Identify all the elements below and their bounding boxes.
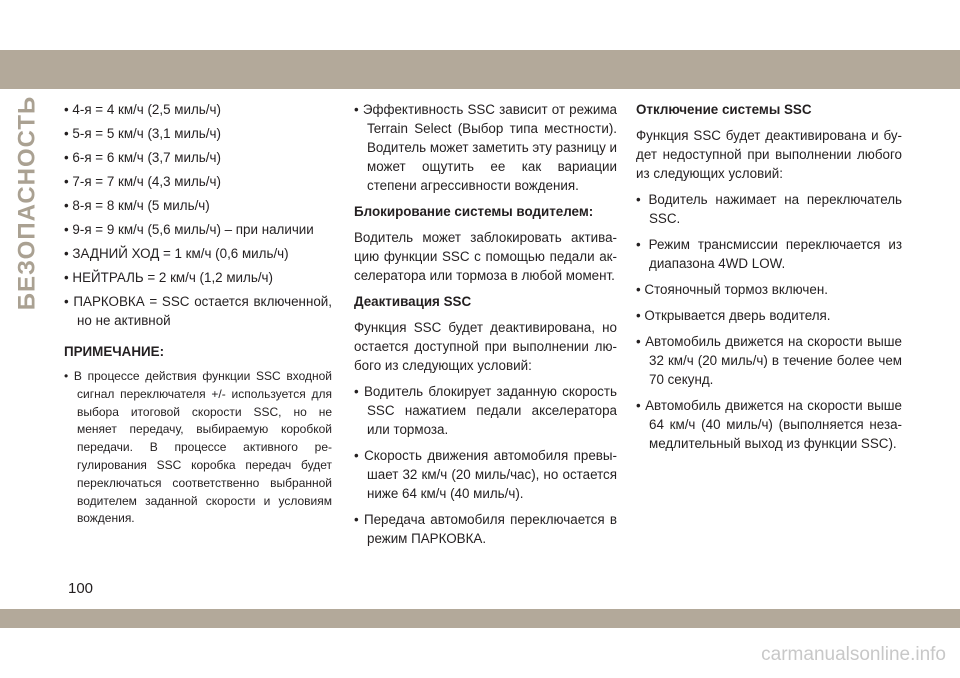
list-item: • Передача автомобиля переключается в режим ПАРКОВКА. [354,512,617,546]
section-title: БЕЗОПАСНОСТЬ [13,95,41,310]
list-item: • Стояночный тормоз включен. [636,282,828,297]
header-band [0,50,960,89]
list-item: • Открывается дверь водителя. [636,308,831,323]
list-item: • 5-я = 5 км/ч (3,1 миль/ч) [64,126,221,141]
page-number: 100 [68,580,94,597]
list-item: • 9-я = 9 км/ч (5,6 миль/ч) – при наличии [64,222,314,237]
blocking-text: Водитель может заблокировать активацию функции SSC с помощью педали акселератора или тормоза в любой момент. [354,230,617,283]
list-item: • ЗАДНИЙ ХОД = 1 км/ч (0,6 миль/ч) [64,246,289,261]
section-tab [6,95,48,310]
deactivation-heading: Деактивация SSC [354,294,472,309]
column-right [636,100,902,460]
deactivation-text: Функция SSC будет деактивирована, но остается доступной при выполнении любого из следующих условий: [354,320,617,373]
watermark: carmanualsonline.info [761,644,946,665]
disable-heading: Отключение системы SSC [636,102,812,117]
list-item: • Водитель блокирует заданную скорость SSC нажатием педали акселератора или тормоза. [354,384,617,437]
note-text: • В процессе действия функции SSC входной сигнал переключателя +/- используется для выбора итоговой скорости SSC, но не меняет передачу, выбираемую коробкой передачи. В процессе активного регулирования SSC коробка передач будет переключаться соответственно выбранной водителем заданной скорости и условиям вождения. [64,369,332,526]
list-item: • Автомобиль движется на скорости выше 64 км/ч (40 миль/ч) (выполняется незамедлительный выход из функции SSC). [636,398,902,451]
list-item: • 6-я = 6 км/ч (3,7 миль/ч) [64,150,221,165]
list-item: • 4-я = 4 км/ч (2,5 миль/ч) [64,102,221,117]
list-item: • Режим трансмиссии переключается из диапазона 4WD LOW. [636,237,902,271]
list-item: • 7-я = 7 км/ч (4,3 миль/ч) [64,174,221,189]
effectiveness-item: • Эффективность SSC зависит от режима Terrain Select (Выбор типа местности). Водитель может заметить эту разницу и может ощутить ее как вариации степени агрессивности вождения. [354,102,617,193]
list-item: • Скорость движения автомобиля превышает 32 км/ч (20 миль/час), но остается ниже 64 км/ч (40 миль/ч). [354,448,617,501]
list-item: • НЕЙТРАЛЬ = 2 км/ч (1,2 миль/ч) [64,270,273,285]
list-item: • Водитель нажимает на переключатель SSC. [636,192,902,226]
disable-intro: Функция SSC будет деактивирована и будет недоступной при выполнении любого из следующих условий: [636,128,902,181]
list-item: • 8-я = 8 км/ч (5 миль/ч) [64,198,210,213]
list-item: • ПАРКОВКА = SSC остается включенной, но не активной [64,294,332,328]
column-left [64,100,332,535]
footer-band [0,609,960,628]
blocking-heading: Блокирование системы водителем: [354,204,594,219]
note-heading: ПРИМЕЧАНИЕ: [64,344,165,359]
list-item: • Автомобиль движется на скорости выше 32 км/ч (20 миль/ч) в течение более чем 70 секунд. [636,334,902,387]
column-middle [354,100,617,555]
